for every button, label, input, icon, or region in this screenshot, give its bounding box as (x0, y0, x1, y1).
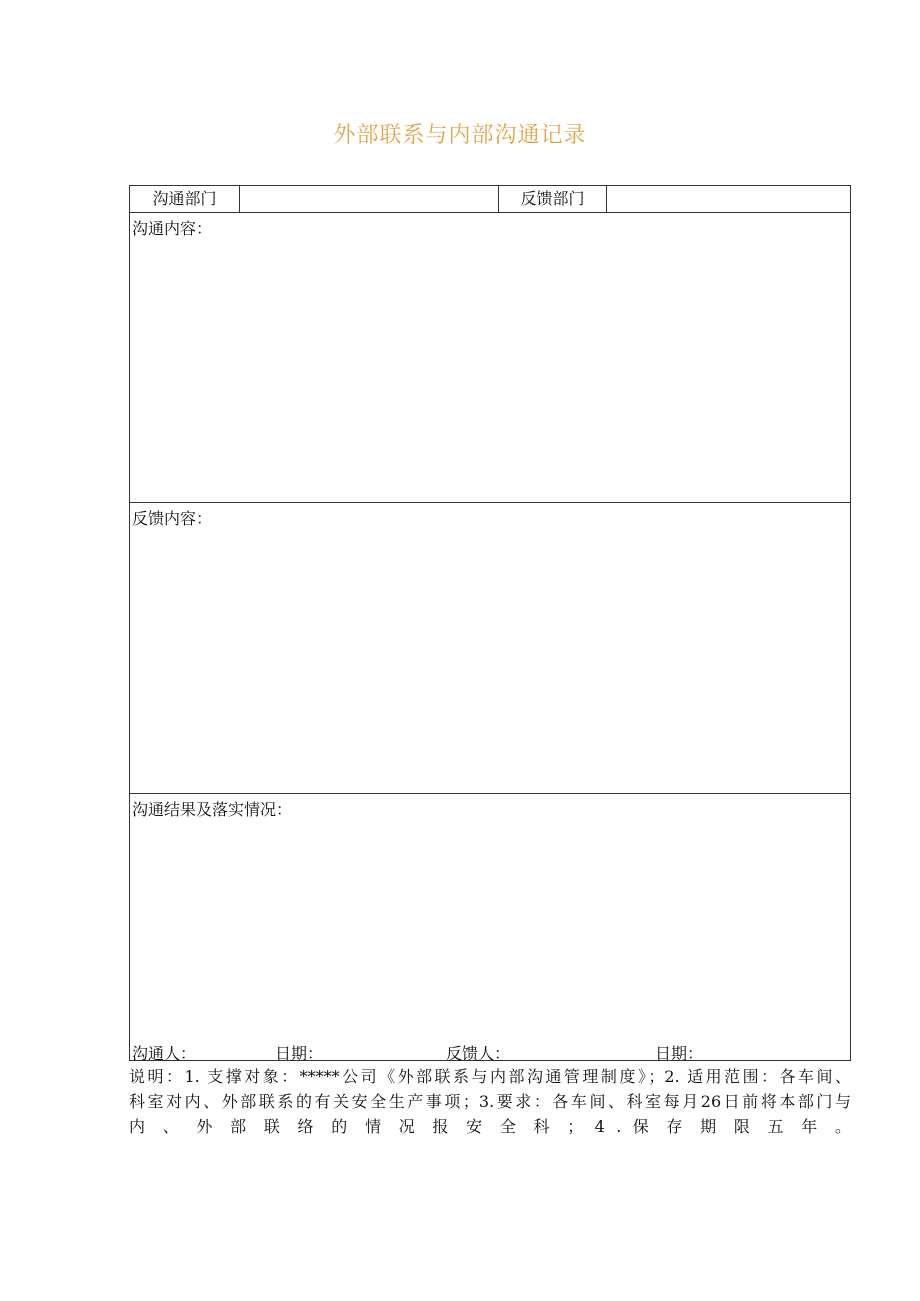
comm-content-section[interactable] (130, 213, 850, 503)
feedback-content-label: 反馈内容： (132, 509, 213, 528)
communicator-label: 沟通人： (132, 1044, 197, 1063)
note-line-2: 科室对内、外部联系的有关安全生产事项；3.要求：各车间、科室每月26日前将本部门与 (129, 1092, 851, 1111)
comm-content-label: 沟通内容： (132, 219, 213, 238)
date-label-2: 日期： (655, 1044, 704, 1063)
header-row (130, 186, 850, 213)
page-title: 外部联系与内部沟通记录 (333, 123, 587, 148)
feedback-dept-label: 反馈部门 (499, 186, 607, 212)
result-section[interactable] (130, 794, 850, 1063)
note-line-1: 说明：1. 支撑对象：*****公司《外部联系与内部沟通管理制度》；2. 适用范围：各车间、 (129, 1067, 851, 1086)
comm-dept-label: 沟通部门 (130, 186, 240, 212)
feedback-person-label: 反馈人： (446, 1044, 511, 1063)
date-label-1: 日期： (275, 1044, 324, 1063)
feedback-content-section[interactable] (130, 503, 850, 794)
comm-dept-field[interactable] (240, 186, 499, 212)
result-label: 沟通结果及落实情况： (132, 800, 293, 819)
record-form (129, 185, 851, 1061)
note-block (129, 1064, 851, 1139)
feedback-dept-field[interactable] (607, 186, 850, 212)
note-line-3: 内 、 外 部 联 络 的 情 况 报 安 全 科 ； 4 . 保 存 期 限 五 年 。 (129, 1117, 851, 1136)
